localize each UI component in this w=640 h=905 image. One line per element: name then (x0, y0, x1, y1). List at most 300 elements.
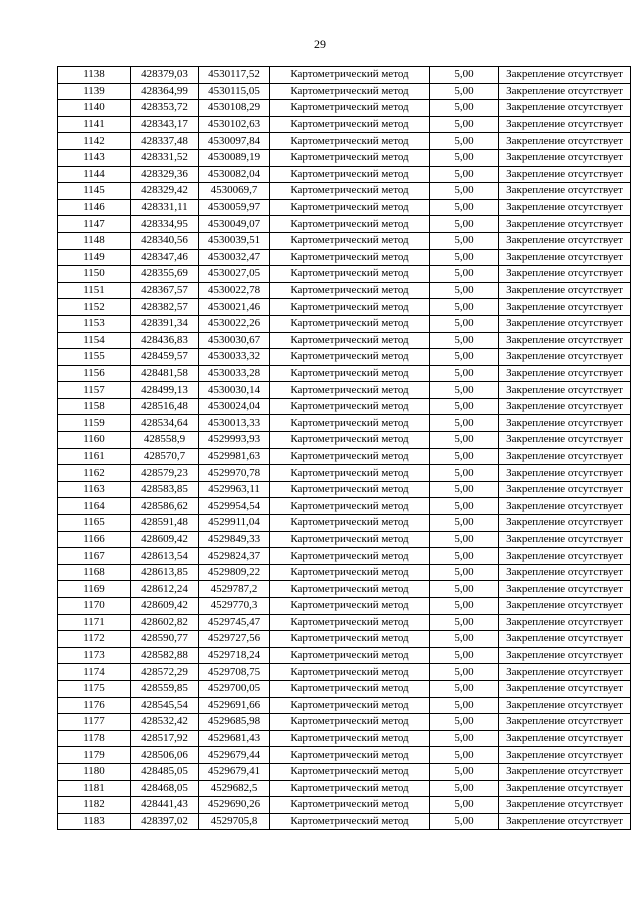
coord-x-cell: 428343,17 (131, 116, 199, 133)
table-row (58, 531, 631, 548)
point-number-cell: 1139 (58, 83, 131, 100)
coord-x-cell: 428613,54 (131, 548, 199, 565)
precision-cell: 5,00 (430, 714, 499, 731)
method-cell: Картометрический метод (270, 714, 430, 731)
coord-y-cell: 4529770,3 (199, 598, 270, 615)
precision-cell: 5,00 (430, 780, 499, 797)
coord-y-cell: 4530059,97 (199, 199, 270, 216)
point-number-cell: 1150 (58, 266, 131, 283)
coord-y-cell: 4530039,51 (199, 232, 270, 249)
coord-y-cell: 4529809,22 (199, 564, 270, 581)
coord-y-cell: 4529954,54 (199, 498, 270, 515)
method-cell: Картометрический метод (270, 349, 430, 366)
point-number-cell: 1178 (58, 730, 131, 747)
precision-cell: 5,00 (430, 548, 499, 565)
method-cell: Картометрический метод (270, 315, 430, 332)
point-number-cell: 1147 (58, 216, 131, 233)
page-number: 29 (314, 37, 326, 51)
method-cell: Картометрический метод (270, 598, 430, 615)
table-row (58, 349, 631, 366)
table-row (58, 614, 631, 631)
point-number-cell: 1168 (58, 564, 131, 581)
coord-y-cell: 4529708,75 (199, 664, 270, 681)
fixation-cell: Закрепление отсутствует (499, 680, 631, 697)
method-cell: Картометрический метод (270, 67, 430, 84)
fixation-cell: Закрепление отсутствует (499, 664, 631, 681)
fixation-cell: Закрепление отсутствует (499, 432, 631, 449)
method-cell: Картометрический метод (270, 797, 430, 814)
coord-x-cell: 428331,52 (131, 149, 199, 166)
method-cell: Картометрический метод (270, 232, 430, 249)
fixation-cell: Закрепление отсутствует (499, 813, 631, 830)
point-number-cell: 1152 (58, 299, 131, 316)
method-cell: Картометрический метод (270, 481, 430, 498)
method-cell: Картометрический метод (270, 282, 430, 299)
precision-cell: 5,00 (430, 332, 499, 349)
fixation-cell: Закрепление отсутствует (499, 797, 631, 814)
coord-y-cell: 4529787,2 (199, 581, 270, 598)
coord-y-cell: 4529849,33 (199, 531, 270, 548)
precision-cell: 5,00 (430, 465, 499, 482)
coord-x-cell: 428609,42 (131, 531, 199, 548)
precision-cell: 5,00 (430, 581, 499, 598)
coord-x-cell: 428459,57 (131, 349, 199, 366)
precision-cell: 5,00 (430, 382, 499, 399)
fixation-cell: Закрепление отсутствует (499, 631, 631, 648)
coord-x-cell: 428516,48 (131, 398, 199, 415)
coord-x-cell: 428590,77 (131, 631, 199, 648)
point-number-cell: 1140 (58, 100, 131, 117)
coord-y-cell: 4530021,46 (199, 299, 270, 316)
fixation-cell: Закрепление отсутствует (499, 730, 631, 747)
coord-x-cell: 428609,42 (131, 598, 199, 615)
coord-y-cell: 4530024,04 (199, 398, 270, 415)
table-row (58, 166, 631, 183)
coord-y-cell: 4530069,7 (199, 183, 270, 200)
coord-y-cell: 4530102,63 (199, 116, 270, 133)
precision-cell: 5,00 (430, 481, 499, 498)
point-number-cell: 1171 (58, 614, 131, 631)
fixation-cell: Закрепление отсутствует (499, 647, 631, 664)
coord-x-cell: 428367,57 (131, 282, 199, 299)
coord-x-cell: 428364,99 (131, 83, 199, 100)
fixation-cell: Закрепление отсутствует (499, 564, 631, 581)
coord-y-cell: 4529705,8 (199, 813, 270, 830)
point-number-cell: 1154 (58, 332, 131, 349)
coordinates-table (57, 66, 631, 830)
method-cell: Картометрический метод (270, 133, 430, 150)
coord-y-cell: 4529718,24 (199, 647, 270, 664)
coord-y-cell: 4529993,93 (199, 432, 270, 449)
table-row (58, 398, 631, 415)
method-cell: Картометрический метод (270, 415, 430, 432)
coord-y-cell: 4530108,29 (199, 100, 270, 117)
precision-cell: 5,00 (430, 133, 499, 150)
point-number-cell: 1172 (58, 631, 131, 648)
precision-cell: 5,00 (430, 149, 499, 166)
method-cell: Картометрический метод (270, 465, 430, 482)
table-row (58, 498, 631, 515)
table-row (58, 598, 631, 615)
table-row (58, 432, 631, 449)
coord-x-cell: 428559,85 (131, 680, 199, 697)
precision-cell: 5,00 (430, 282, 499, 299)
fixation-cell: Закрепление отсутствует (499, 349, 631, 366)
table-row (58, 149, 631, 166)
method-cell: Картометрический метод (270, 515, 430, 532)
coord-y-cell: 4530049,07 (199, 216, 270, 233)
coord-y-cell: 4530033,32 (199, 349, 270, 366)
fixation-cell: Закрепление отсутствует (499, 697, 631, 714)
coord-x-cell: 428337,48 (131, 133, 199, 150)
fixation-cell: Закрепление отсутствует (499, 415, 631, 432)
coord-x-cell: 428570,7 (131, 448, 199, 465)
method-cell: Картометрический метод (270, 100, 430, 117)
coord-y-cell: 4529824,37 (199, 548, 270, 565)
coord-x-cell: 428436,83 (131, 332, 199, 349)
fixation-cell: Закрепление отсутствует (499, 548, 631, 565)
coord-y-cell: 4530115,05 (199, 83, 270, 100)
method-cell: Картометрический метод (270, 299, 430, 316)
table-row (58, 249, 631, 266)
table-row (58, 548, 631, 565)
precision-cell: 5,00 (430, 813, 499, 830)
precision-cell: 5,00 (430, 730, 499, 747)
table-row (58, 797, 631, 814)
coord-y-cell: 4530033,28 (199, 365, 270, 382)
table-row (58, 730, 631, 747)
table-row (58, 266, 631, 283)
point-number-cell: 1166 (58, 531, 131, 548)
fixation-cell: Закрепление отсутствует (499, 183, 631, 200)
method-cell: Картометрический метод (270, 249, 430, 266)
method-cell: Картометрический метод (270, 664, 430, 681)
point-number-cell: 1162 (58, 465, 131, 482)
coord-y-cell: 4529679,44 (199, 747, 270, 764)
coord-x-cell: 428353,72 (131, 100, 199, 117)
fixation-cell: Закрепление отсутствует (499, 448, 631, 465)
table-row (58, 116, 631, 133)
fixation-cell: Закрепление отсутствует (499, 266, 631, 283)
point-number-cell: 1163 (58, 481, 131, 498)
point-number-cell: 1173 (58, 647, 131, 664)
fixation-cell: Закрепление отсутствует (499, 299, 631, 316)
table-row (58, 714, 631, 731)
point-number-cell: 1182 (58, 797, 131, 814)
precision-cell: 5,00 (430, 116, 499, 133)
coord-x-cell: 428583,85 (131, 481, 199, 498)
table-row (58, 282, 631, 299)
method-cell: Картометрический метод (270, 763, 430, 780)
method-cell: Картометрический метод (270, 614, 430, 631)
coord-x-cell: 428517,92 (131, 730, 199, 747)
coord-y-cell: 4530082,04 (199, 166, 270, 183)
method-cell: Картометрический метод (270, 498, 430, 515)
precision-cell: 5,00 (430, 797, 499, 814)
coord-y-cell: 4529679,41 (199, 763, 270, 780)
coord-x-cell: 428382,57 (131, 299, 199, 316)
precision-cell: 5,00 (430, 67, 499, 84)
fixation-cell: Закрепление отсутствует (499, 598, 631, 615)
method-cell: Картометрический метод (270, 382, 430, 399)
point-number-cell: 1180 (58, 763, 131, 780)
table-row (58, 747, 631, 764)
point-number-cell: 1160 (58, 432, 131, 449)
coord-y-cell: 4529727,56 (199, 631, 270, 648)
fixation-cell: Закрепление отсутствует (499, 515, 631, 532)
table-row (58, 83, 631, 100)
coord-x-cell: 428613,85 (131, 564, 199, 581)
point-number-cell: 1157 (58, 382, 131, 399)
coord-x-cell: 428586,62 (131, 498, 199, 515)
coord-x-cell: 428582,88 (131, 647, 199, 664)
method-cell: Картометрический метод (270, 398, 430, 415)
point-number-cell: 1164 (58, 498, 131, 515)
coord-y-cell: 4529685,98 (199, 714, 270, 731)
precision-cell: 5,00 (430, 216, 499, 233)
coord-y-cell: 4530117,52 (199, 67, 270, 84)
method-cell: Картометрический метод (270, 448, 430, 465)
method-cell: Картометрический метод (270, 647, 430, 664)
fixation-cell: Закрепление отсутствует (499, 149, 631, 166)
fixation-cell: Закрепление отсутствует (499, 614, 631, 631)
point-number-cell: 1155 (58, 349, 131, 366)
precision-cell: 5,00 (430, 415, 499, 432)
precision-cell: 5,00 (430, 432, 499, 449)
coord-x-cell: 428391,34 (131, 315, 199, 332)
precision-cell: 5,00 (430, 199, 499, 216)
coord-y-cell: 4529682,5 (199, 780, 270, 797)
method-cell: Картометрический метод (270, 266, 430, 283)
method-cell: Картометрический метод (270, 780, 430, 797)
method-cell: Картометрический метод (270, 149, 430, 166)
point-number-cell: 1146 (58, 199, 131, 216)
precision-cell: 5,00 (430, 664, 499, 681)
coord-x-cell: 428591,48 (131, 515, 199, 532)
coord-y-cell: 4530022,26 (199, 315, 270, 332)
table-row (58, 481, 631, 498)
coord-x-cell: 428329,42 (131, 183, 199, 200)
precision-cell: 5,00 (430, 266, 499, 283)
table-row (58, 67, 631, 84)
fixation-cell: Закрепление отсутствует (499, 133, 631, 150)
fixation-cell: Закрепление отсутствует (499, 714, 631, 731)
coord-x-cell: 428612,24 (131, 581, 199, 598)
method-cell: Картометрический метод (270, 730, 430, 747)
fixation-cell: Закрепление отсутствует (499, 780, 631, 797)
fixation-cell: Закрепление отсутствует (499, 199, 631, 216)
method-cell: Картометрический метод (270, 697, 430, 714)
coord-y-cell: 4529700,05 (199, 680, 270, 697)
table-row (58, 315, 631, 332)
method-cell: Картометрический метод (270, 432, 430, 449)
point-number-cell: 1165 (58, 515, 131, 532)
fixation-cell: Закрепление отсутствует (499, 100, 631, 117)
table-row (58, 232, 631, 249)
point-number-cell: 1156 (58, 365, 131, 382)
table-row (58, 763, 631, 780)
method-cell: Картометрический метод (270, 332, 430, 349)
fixation-cell: Закрепление отсутствует (499, 315, 631, 332)
coord-y-cell: 4529970,78 (199, 465, 270, 482)
coord-y-cell: 4529911,04 (199, 515, 270, 532)
coord-x-cell: 428379,03 (131, 67, 199, 84)
method-cell: Картометрический метод (270, 199, 430, 216)
fixation-cell: Закрепление отсутствует (499, 481, 631, 498)
table-row (58, 299, 631, 316)
table-row (58, 780, 631, 797)
table-row (58, 631, 631, 648)
table-row (58, 465, 631, 482)
coord-y-cell: 4529981,63 (199, 448, 270, 465)
coord-x-cell: 428468,05 (131, 780, 199, 797)
coord-y-cell: 4530022,78 (199, 282, 270, 299)
coord-x-cell: 428441,43 (131, 797, 199, 814)
precision-cell: 5,00 (430, 598, 499, 615)
point-number-cell: 1153 (58, 315, 131, 332)
table-row (58, 697, 631, 714)
point-number-cell: 1161 (58, 448, 131, 465)
fixation-cell: Закрепление отсутствует (499, 398, 631, 415)
fixation-cell: Закрепление отсутствует (499, 116, 631, 133)
coord-x-cell: 428506,06 (131, 747, 199, 764)
table-row (58, 216, 631, 233)
table-row (58, 415, 631, 432)
coord-y-cell: 4530030,67 (199, 332, 270, 349)
coord-y-cell: 4530030,14 (199, 382, 270, 399)
point-number-cell: 1143 (58, 149, 131, 166)
precision-cell: 5,00 (430, 515, 499, 532)
precision-cell: 5,00 (430, 631, 499, 648)
fixation-cell: Закрепление отсутствует (499, 382, 631, 399)
coord-y-cell: 4530089,19 (199, 149, 270, 166)
precision-cell: 5,00 (430, 315, 499, 332)
precision-cell: 5,00 (430, 564, 499, 581)
coord-y-cell: 4529745,47 (199, 614, 270, 631)
fixation-cell: Закрепление отсутствует (499, 581, 631, 598)
coord-x-cell: 428329,36 (131, 166, 199, 183)
table-row (58, 332, 631, 349)
method-cell: Картометрический метод (270, 83, 430, 100)
coord-y-cell: 4529681,43 (199, 730, 270, 747)
coord-x-cell: 428340,56 (131, 232, 199, 249)
point-number-cell: 1177 (58, 714, 131, 731)
point-number-cell: 1170 (58, 598, 131, 615)
point-number-cell: 1144 (58, 166, 131, 183)
coord-x-cell: 428334,95 (131, 216, 199, 233)
fixation-cell: Закрепление отсутствует (499, 216, 631, 233)
method-cell: Картометрический метод (270, 631, 430, 648)
precision-cell: 5,00 (430, 647, 499, 664)
coord-x-cell: 428602,82 (131, 614, 199, 631)
coord-x-cell: 428579,23 (131, 465, 199, 482)
point-number-cell: 1158 (58, 398, 131, 415)
table-row (58, 133, 631, 150)
point-number-cell: 1179 (58, 747, 131, 764)
fixation-cell: Закрепление отсутствует (499, 332, 631, 349)
method-cell: Картометрический метод (270, 531, 430, 548)
coord-x-cell: 428534,64 (131, 415, 199, 432)
point-number-cell: 1159 (58, 415, 131, 432)
coord-y-cell: 4530097,84 (199, 133, 270, 150)
precision-cell: 5,00 (430, 83, 499, 100)
point-number-cell: 1142 (58, 133, 131, 150)
coord-x-cell: 428485,05 (131, 763, 199, 780)
coord-x-cell: 428532,42 (131, 714, 199, 731)
coord-x-cell: 428499,13 (131, 382, 199, 399)
method-cell: Картометрический метод (270, 564, 430, 581)
fixation-cell: Закрепление отсутствует (499, 83, 631, 100)
table-row (58, 183, 631, 200)
coord-y-cell: 4530013,33 (199, 415, 270, 432)
coord-y-cell: 4530032,47 (199, 249, 270, 266)
point-number-cell: 1183 (58, 813, 131, 830)
table-body (58, 67, 631, 830)
precision-cell: 5,00 (430, 349, 499, 366)
precision-cell: 5,00 (430, 448, 499, 465)
table-row (58, 680, 631, 697)
coord-y-cell: 4529690,26 (199, 797, 270, 814)
fixation-cell: Закрепление отсутствует (499, 747, 631, 764)
point-number-cell: 1174 (58, 664, 131, 681)
precision-cell: 5,00 (430, 365, 499, 382)
precision-cell: 5,00 (430, 763, 499, 780)
method-cell: Картометрический метод (270, 581, 430, 598)
coord-x-cell: 428355,69 (131, 266, 199, 283)
point-number-cell: 1169 (58, 581, 131, 598)
method-cell: Картометрический метод (270, 183, 430, 200)
method-cell: Картометрический метод (270, 365, 430, 382)
precision-cell: 5,00 (430, 299, 499, 316)
precision-cell: 5,00 (430, 680, 499, 697)
coord-x-cell: 428347,46 (131, 249, 199, 266)
coord-y-cell: 4529691,66 (199, 697, 270, 714)
precision-cell: 5,00 (430, 100, 499, 117)
point-number-cell: 1149 (58, 249, 131, 266)
precision-cell: 5,00 (430, 232, 499, 249)
table-row (58, 365, 631, 382)
fixation-cell: Закрепление отсутствует (499, 531, 631, 548)
point-number-cell: 1181 (58, 780, 131, 797)
coord-x-cell: 428545,54 (131, 697, 199, 714)
table-row (58, 448, 631, 465)
coord-y-cell: 4529963,11 (199, 481, 270, 498)
coord-x-cell: 428331,11 (131, 199, 199, 216)
fixation-cell: Закрепление отсутствует (499, 249, 631, 266)
precision-cell: 5,00 (430, 697, 499, 714)
point-number-cell: 1176 (58, 697, 131, 714)
method-cell: Картометрический метод (270, 548, 430, 565)
point-number-cell: 1141 (58, 116, 131, 133)
fixation-cell: Закрепление отсутствует (499, 282, 631, 299)
coord-x-cell: 428572,29 (131, 664, 199, 681)
table-row (58, 664, 631, 681)
point-number-cell: 1167 (58, 548, 131, 565)
fixation-cell: Закрепление отсутствует (499, 465, 631, 482)
precision-cell: 5,00 (430, 398, 499, 415)
table-row (58, 515, 631, 532)
precision-cell: 5,00 (430, 614, 499, 631)
point-number-cell: 1148 (58, 232, 131, 249)
precision-cell: 5,00 (430, 498, 499, 515)
coord-x-cell: 428481,58 (131, 365, 199, 382)
fixation-cell: Закрепление отсутствует (499, 232, 631, 249)
fixation-cell: Закрепление отсутствует (499, 67, 631, 84)
method-cell: Картометрический метод (270, 747, 430, 764)
method-cell: Картометрический метод (270, 216, 430, 233)
point-number-cell: 1151 (58, 282, 131, 299)
table-row (58, 581, 631, 598)
